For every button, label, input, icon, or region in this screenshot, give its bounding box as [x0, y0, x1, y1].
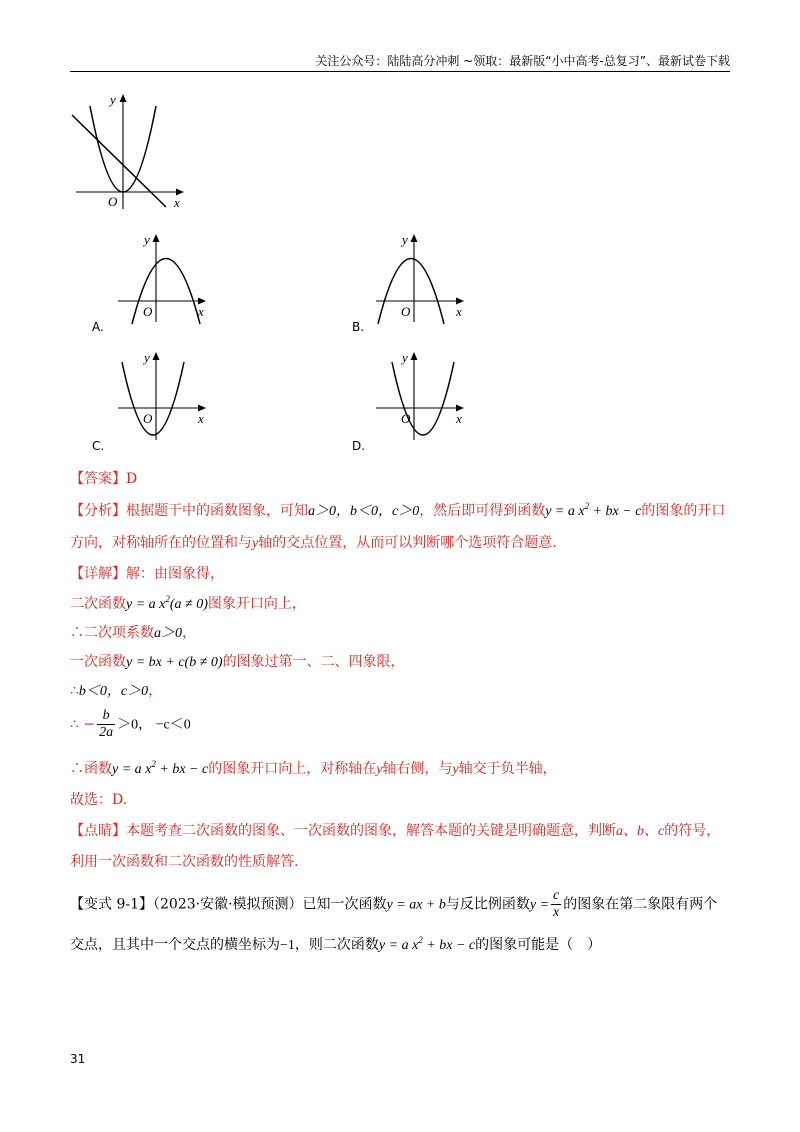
analysis-line-1: 【分析】根据题干中的函数图象，可知a＞0，b＜0，c＞0，然后即可得到函数y = a $x^2$ + bx − c的图象的开口 — [70, 501, 726, 519]
svg-text:x: x — [198, 304, 204, 319]
comment-line-1: 【点睛】本题考查二次函数的图象、一次函数的图象，解答本题的关键是明确题意，判断a、b、c的符号， — [70, 823, 721, 839]
variant-question-line-2: 交点，且其中一个交点的横坐标为−1，则二次函数y = a $x^2$ + bx − c的图象可能是（ ） — [70, 935, 602, 953]
svg-text:x: x — [198, 411, 204, 426]
detail-line-8: 故选：D. — [70, 792, 128, 808]
fraction-c-over-x: $\frac{c}{x}$ — [553, 888, 560, 920]
comment-tag: 【点睛】 — [70, 823, 126, 839]
page-number: 31 — [70, 1052, 86, 1066]
answer-tag: 【答案】 — [70, 471, 126, 487]
svg-text:O: O — [401, 411, 411, 426]
origin-label: O — [108, 194, 118, 209]
detail-line-3: ∴二次项系数a＞0， — [70, 625, 196, 641]
detail-line-6: ∴ − $\frac{b}{2a}$ ＞0， −c＜0 — [70, 708, 191, 740]
option-b-graph — [368, 228, 473, 328]
option-c-graph — [110, 346, 215, 446]
detail-line-2: 二次函数y = a $x^2(a \ne 0)$图象开口向上， — [70, 594, 306, 612]
x-axis-label: x — [174, 195, 180, 210]
detail-line-5: ∴b＜0，c＞0， — [70, 683, 163, 699]
detail-line-1: 【详解】解：由图象得， — [70, 566, 224, 582]
analysis-conditions: a＞0，b＜0，c＞0 — [308, 504, 420, 519]
option-b-label[interactable]: B. — [352, 320, 365, 334]
svg-text:y: y — [144, 350, 150, 365]
given-graph-figure — [66, 88, 196, 213]
variant-question-line-1: 【变式 9-1】（2023·安徽·模拟预测）已知一次函数y = ax + b与反比例函数y = $\frac{c}{x}$ 的图象在第二象限有两个 — [70, 888, 718, 920]
downward-parabola — [378, 259, 444, 325]
fraction-b-over-2a: $\frac{b}{2a}$ — [99, 708, 114, 740]
header-rule — [70, 71, 730, 72]
variant-tag: 【变式 9-1】 — [70, 896, 153, 913]
option-d-graph — [368, 346, 473, 446]
svg-text:x: x — [456, 411, 462, 426]
comment-line-2: 利用一次函数和二次函数的性质解答. — [70, 854, 299, 870]
upward-parabola — [122, 362, 184, 435]
analysis-function: y = a $x^2$ + bx − c — [545, 501, 642, 519]
svg-text:O: O — [143, 411, 153, 426]
detail-tag: 【详解】 — [70, 566, 126, 582]
detail-line-7: ∴函数y = a $x^2$ + bx − c的图象开口向上，对称轴在y轴右侧，与y轴交于负半轴， — [70, 759, 557, 777]
option-a-graph — [110, 228, 215, 328]
svg-text:x: x — [456, 304, 462, 319]
analysis-tag: 【分析】 — [70, 503, 126, 519]
variant-source: （2023·安徽·模拟预测） — [153, 896, 303, 913]
detail-line-4: 一次函数y = bx + c(b ≠ 0)的图象过第一、二、四象限， — [70, 654, 405, 670]
y-axis-label: y — [110, 92, 116, 107]
svg-text:y: y — [144, 232, 150, 247]
y-axis-arrow — [120, 94, 127, 102]
svg-text:O: O — [401, 304, 411, 319]
analysis-line-2: 方向，对称轴所在的位置和与y轴的交点位置，从而可以判断哪个选项符合题意. — [70, 535, 557, 551]
page-header: 关注公众号：陆陆高分冲刺 ~领取：最新版“小中高考-总复习”、最新试卷下载 — [315, 54, 730, 68]
option-d-label[interactable]: D. — [352, 439, 366, 453]
option-a-label[interactable]: A. — [92, 320, 104, 334]
option-c-label[interactable]: C. — [92, 439, 105, 453]
answer-line — [70, 468, 137, 488]
svg-text:O: O — [143, 304, 153, 319]
answer-value: D — [126, 471, 138, 487]
svg-text:y: y — [402, 350, 408, 365]
svg-text:y: y — [402, 232, 408, 247]
